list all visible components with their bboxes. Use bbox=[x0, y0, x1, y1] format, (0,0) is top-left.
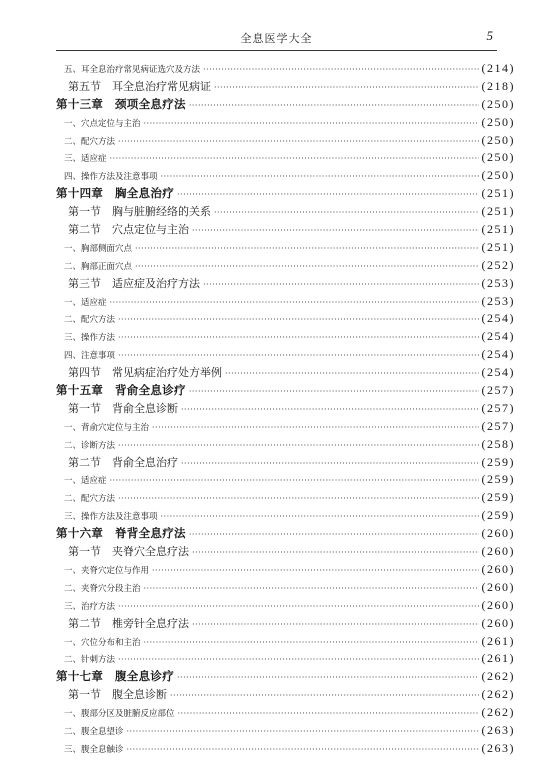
toc-entry-title: 第十六章 脊背全息疗法 bbox=[56, 526, 186, 541]
toc-entry-page: (252) bbox=[481, 257, 515, 272]
toc-entry-title: 一、穴位分布和主治 bbox=[64, 637, 141, 648]
toc-entry-page: (251) bbox=[481, 222, 515, 237]
dot-leader bbox=[161, 168, 479, 186]
toc-item-entry bbox=[56, 507, 515, 525]
toc-section-entry bbox=[56, 686, 515, 704]
toc-entry-page: (253) bbox=[481, 275, 515, 290]
toc-entry-page: (214) bbox=[481, 61, 515, 75]
dot-leader bbox=[152, 419, 478, 437]
toc-chapter-entry bbox=[56, 668, 515, 686]
toc-entry-page: (254) bbox=[481, 347, 515, 362]
toc-item-entry bbox=[56, 579, 515, 597]
toc-entry-title: 四、操作方法及注意事项 bbox=[64, 172, 158, 183]
running-header bbox=[56, 26, 497, 51]
toc-item-entry bbox=[56, 114, 515, 132]
toc-item-entry bbox=[56, 132, 515, 150]
dot-leader bbox=[144, 634, 479, 652]
toc-entry-page: (262) bbox=[481, 669, 515, 684]
toc-entry-title: 一、腹部分区及脏腑反应部位 bbox=[64, 709, 175, 720]
toc-entry-page: (250) bbox=[481, 114, 515, 129]
toc-entry-page: (261) bbox=[481, 651, 515, 666]
toc-entry-page: (251) bbox=[481, 204, 515, 219]
toc-entry-title: 一、穴点定位与主治 bbox=[64, 118, 141, 129]
toc-entry-title: 三、治疗方法 bbox=[64, 601, 116, 612]
dot-leader bbox=[118, 651, 478, 669]
dot-leader bbox=[177, 186, 479, 204]
toc-item-entry bbox=[56, 328, 515, 346]
toc-entry-title: 第四节 常见病症治疗处方举例 bbox=[68, 366, 222, 380]
toc-item-entry bbox=[56, 633, 515, 651]
dot-leader bbox=[225, 365, 479, 383]
toc-section-entry bbox=[56, 275, 515, 293]
toc-section-entry bbox=[56, 615, 515, 633]
dot-leader bbox=[203, 61, 478, 79]
toc-entry-page: (253) bbox=[481, 293, 515, 308]
toc-item-entry bbox=[56, 293, 515, 311]
toc-section-entry bbox=[56, 203, 515, 221]
dot-leader bbox=[214, 204, 479, 222]
toc-entry-title: 二、配穴方法 bbox=[64, 315, 116, 326]
toc-item-entry bbox=[56, 418, 515, 436]
toc-entry-title: 第二节 背俞全息治疗 bbox=[68, 455, 178, 469]
toc-item-entry bbox=[56, 561, 515, 579]
toc-entry-page: (259) bbox=[481, 472, 515, 487]
dot-leader bbox=[189, 97, 479, 115]
dot-leader bbox=[144, 580, 479, 598]
toc-item-entry bbox=[56, 257, 515, 275]
dot-leader bbox=[118, 311, 478, 329]
toc-entry-title: 第二节 椎旁针全息疗法 bbox=[68, 616, 189, 630]
dot-leader bbox=[118, 347, 478, 365]
toc-entry-title: 一、夹脊穴定位与作用 bbox=[64, 565, 150, 576]
dot-leader bbox=[192, 222, 479, 240]
toc-entry-page: (257) bbox=[481, 400, 515, 415]
dot-leader bbox=[118, 437, 478, 455]
toc-section-entry bbox=[56, 543, 515, 561]
toc-item-entry bbox=[56, 60, 515, 78]
toc-item-entry bbox=[56, 597, 515, 615]
toc-entry-title: 二、胸部正面穴点 bbox=[64, 261, 133, 272]
toc-entry-page: (260) bbox=[481, 579, 515, 594]
dot-leader bbox=[161, 508, 479, 526]
toc-entry-title: 三、操作方法 bbox=[64, 333, 116, 344]
toc-chapter-entry bbox=[56, 382, 515, 400]
toc-entry-page: (260) bbox=[481, 544, 515, 559]
toc-entry-page: (259) bbox=[481, 490, 515, 505]
toc-item-entry bbox=[56, 650, 515, 668]
toc-entry-page: (257) bbox=[481, 418, 515, 433]
toc-section-entry bbox=[56, 78, 515, 96]
toc-chapter-entry bbox=[56, 96, 515, 114]
toc-entry-title: 四、注意事项 bbox=[64, 351, 116, 362]
toc-entry-page: (263) bbox=[481, 740, 515, 755]
toc-entry-title: 五、耳全息治疗常见病证选穴及方法 bbox=[64, 65, 201, 75]
toc-entry-title: 第一节 背俞全息诊断 bbox=[68, 401, 178, 415]
dot-leader bbox=[181, 401, 479, 419]
toc-entry-page: (260) bbox=[481, 597, 515, 612]
toc-item-entry bbox=[56, 704, 515, 722]
toc-entry-title: 第三节 适应症及治疗方法 bbox=[68, 276, 200, 290]
toc-entry-title: 二、腹全息望诊 bbox=[64, 726, 124, 737]
toc-entry-page: (260) bbox=[481, 561, 515, 576]
toc-entry-title: 第一节 腹全息诊断 bbox=[68, 688, 167, 702]
dot-leader bbox=[110, 472, 479, 490]
toc-entry-title: 第一节 夹脊穴全息疗法 bbox=[68, 545, 189, 559]
toc-entry-page: (263) bbox=[481, 722, 515, 737]
toc-entry-page: (261) bbox=[481, 633, 515, 648]
toc-item-entry bbox=[56, 310, 515, 328]
toc-item-entry bbox=[56, 489, 515, 507]
dot-leader bbox=[118, 598, 478, 616]
toc-entry-page: (262) bbox=[481, 687, 515, 702]
toc-entry-page: (260) bbox=[481, 526, 515, 541]
dot-leader bbox=[135, 258, 478, 276]
dot-leader bbox=[189, 526, 479, 544]
toc-item-entry bbox=[56, 167, 515, 185]
toc-entry-title: 三、操作方法及注意事项 bbox=[64, 512, 158, 523]
toc-section-entry bbox=[56, 364, 515, 382]
dot-leader bbox=[127, 741, 479, 759]
toc-section-entry bbox=[56, 400, 515, 418]
dot-leader bbox=[152, 562, 478, 580]
dot-leader bbox=[192, 616, 479, 634]
dot-leader bbox=[178, 705, 479, 723]
toc-entry-title: 二、配穴方法 bbox=[64, 494, 116, 505]
dot-leader bbox=[203, 276, 479, 294]
toc-entry-title: 二、夹脊穴分段主治 bbox=[64, 583, 141, 594]
toc-entry-title: 二、配穴方法 bbox=[64, 136, 116, 147]
toc-entry-page: (218) bbox=[481, 78, 515, 93]
toc-entry-page: (258) bbox=[481, 436, 515, 451]
book-title: 全息医学大全 bbox=[240, 32, 313, 45]
toc-item-entry bbox=[56, 149, 515, 167]
toc-entry-page: (250) bbox=[481, 132, 515, 147]
toc-entry-page: (250) bbox=[481, 96, 515, 111]
dot-leader bbox=[118, 133, 478, 151]
toc-entry-title: 第十三章 颈项全息疗法 bbox=[56, 96, 186, 111]
dot-leader bbox=[214, 79, 479, 97]
dot-leader bbox=[118, 490, 478, 508]
toc-entry-title: 第十四章 胸全息治疗 bbox=[56, 186, 174, 201]
toc-entry-page: (257) bbox=[481, 383, 515, 398]
dot-leader bbox=[192, 544, 479, 562]
toc-entry-title: 一、适应症 bbox=[64, 476, 107, 487]
toc-entry-page: (251) bbox=[481, 186, 515, 201]
dot-leader bbox=[144, 115, 479, 133]
toc-section-entry bbox=[56, 454, 515, 472]
toc-entry-title: 一、胸部侧面穴点 bbox=[64, 243, 133, 254]
dot-leader bbox=[118, 329, 478, 347]
toc-item-entry bbox=[56, 740, 515, 758]
toc-entry-page: (254) bbox=[481, 365, 515, 380]
toc-entry-title: 三、腹全息触诊 bbox=[64, 744, 124, 755]
toc-entry-title: 第十七章 腹全息诊疗 bbox=[56, 669, 174, 684]
page-number: 5 bbox=[486, 28, 493, 43]
toc-entry-title: 一、适应症 bbox=[64, 297, 107, 308]
toc-item-entry bbox=[56, 471, 515, 489]
toc-entry-page: (254) bbox=[481, 311, 515, 326]
toc-entry-page: (254) bbox=[481, 329, 515, 344]
toc-item-entry bbox=[56, 722, 515, 740]
dot-leader bbox=[110, 150, 479, 168]
toc-entry-title: 第一节 胸与脏腑经络的关系 bbox=[68, 205, 211, 219]
dot-leader bbox=[170, 687, 479, 705]
toc-entry-title: 第十五章 背俞全息诊疗 bbox=[56, 383, 186, 398]
toc-entry-page: (251) bbox=[481, 239, 515, 254]
dot-leader bbox=[127, 723, 479, 741]
toc-entry-page: (262) bbox=[481, 705, 515, 720]
toc-chapter-entry bbox=[56, 185, 515, 203]
toc-entry-page: (250) bbox=[481, 168, 515, 183]
toc-entry-page: (250) bbox=[481, 150, 515, 165]
dot-leader bbox=[189, 383, 479, 401]
toc-entry-title: 第五节 耳全息治疗常见病证 bbox=[68, 79, 211, 93]
toc-entry-title: 第二节 穴点定位与主治 bbox=[68, 223, 189, 237]
toc-entry-title: 二、针刺方法 bbox=[64, 655, 116, 666]
toc-item-entry bbox=[56, 239, 515, 257]
toc-entry-title: 一、背俞穴定位与主治 bbox=[64, 422, 150, 433]
toc-entry-title: 二、诊断方法 bbox=[64, 440, 116, 451]
dot-leader bbox=[110, 294, 479, 312]
table-of-contents bbox=[56, 60, 515, 758]
toc-entry-title: 三、适应症 bbox=[64, 154, 107, 165]
dot-leader bbox=[177, 669, 479, 687]
dot-leader bbox=[135, 240, 478, 258]
toc-item-entry bbox=[56, 346, 515, 364]
toc-entry-page: (259) bbox=[481, 454, 515, 469]
toc-section-entry bbox=[56, 221, 515, 239]
dot-leader bbox=[181, 455, 479, 473]
toc-entry-page: (260) bbox=[481, 615, 515, 630]
toc-chapter-entry bbox=[56, 525, 515, 543]
toc-item-entry bbox=[56, 436, 515, 454]
toc-entry-page: (259) bbox=[481, 508, 515, 523]
